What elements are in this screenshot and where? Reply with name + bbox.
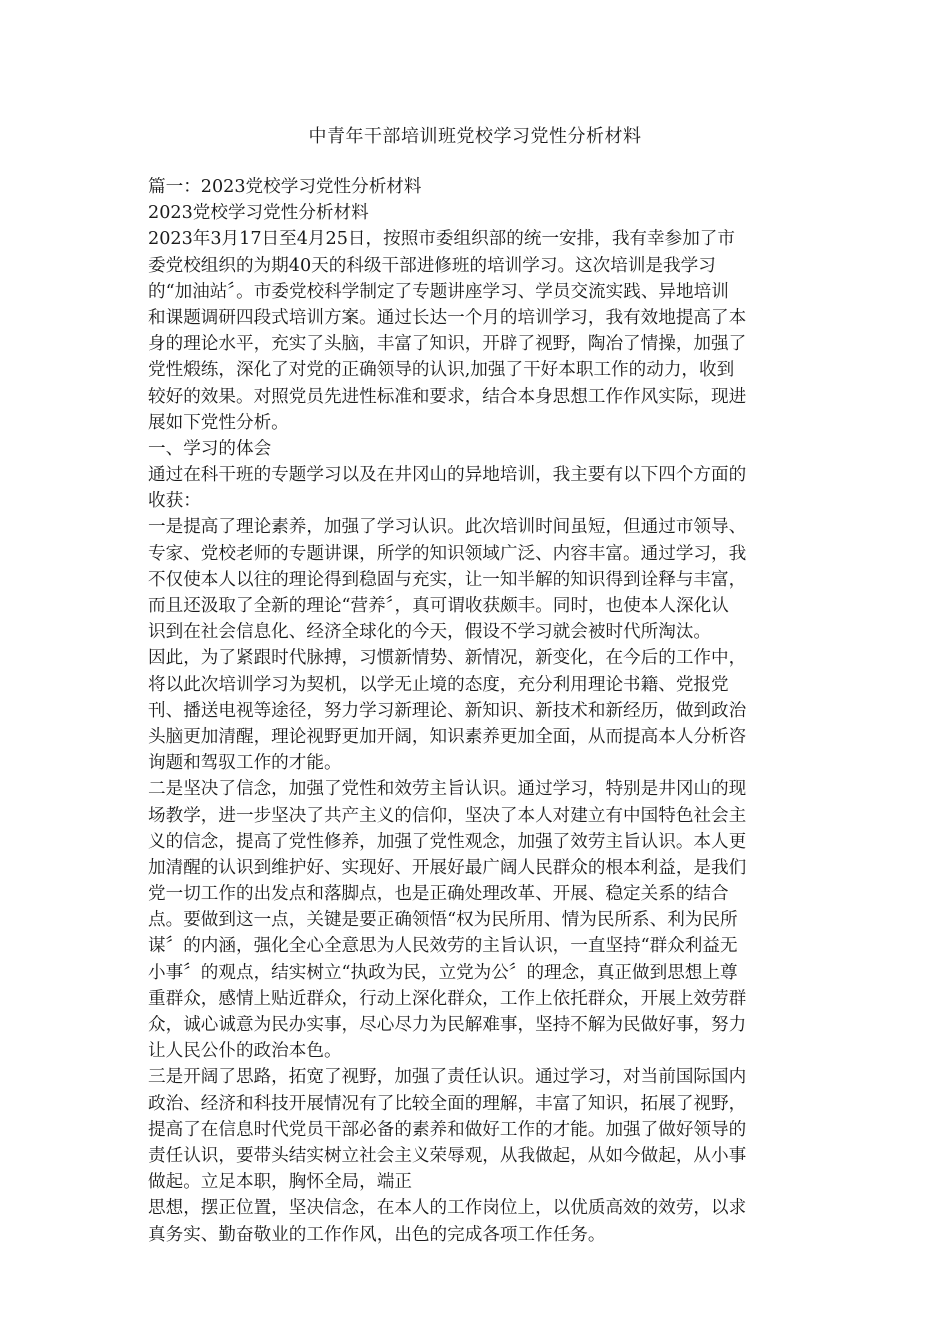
text-line: 场教学，进一步坚决了共产主义的信仰，坚决了本人对建立有中国特色社会主 (148, 805, 747, 826)
text-line: 刊、播送电视等途径，努力学习新理论、新知识、新技术和新经历，做到政治 (148, 700, 747, 721)
text-line: 做起。立足本职，胸怀全局，端正 (148, 1172, 412, 1193)
text-line: 政治、经济和科技开展情况有了比较全面的理解，丰富了知识，拓展了视野， (148, 1093, 747, 1114)
text-line: 众，诚心诚意为民办实事，尽心尽力为民解难事，坚持不解为民做好事，努力 (148, 1015, 747, 1035)
text-line: 思想，摆正位置，坚决信念，在本人的工作岗位上，以优质高效的效劳，以求 (148, 1198, 747, 1219)
text-line: 展如下党性分析。 (148, 412, 289, 433)
text-line: 2023年3月17日至4月25日，按照市委组织部的统一安排，我有幸参加了市 (148, 229, 735, 250)
text-line: 通过在科干班的专题学习以及在井冈山的异地培训，我主要有以下四个方面的 (148, 465, 747, 486)
text-line: 小事〞的观点，结实树立“执政为民，立党为公〞的理念，真正做到思想上尊 (148, 962, 738, 983)
document-body (148, 174, 803, 1248)
text-line: 身的理论水平，充实了头脑，丰富了知识，开辟了视野，陶冶了情操，加强了 (148, 334, 747, 355)
text-line: 谋〞的内涵，强化全心全意思为人民效劳的主旨认识，一直坚持“群众利益无 (148, 936, 738, 957)
text-line: 提高了在信息时代党员干部必备的素养和做好工作的才能。加强了做好领导的 (148, 1119, 747, 1140)
text-line: 点。要做到这一点，关键是要正确领悟“权为民所用、情为民所系、利为民所 (148, 910, 738, 931)
text-line: 而且还汲取了全新的理论“营养〞，真可谓收获颇丰。同时，也使本人深化认 (148, 596, 729, 616)
text-line: 委党校组织的为期40天的科级干部进修班的培训学习。这次培训是我学习 (148, 255, 716, 276)
text-line: 收获： (148, 491, 201, 512)
text-line: 重群众，感情上贴近群众，行动上深化群众，工作上依托群众，开展上效劳群 (148, 988, 747, 1009)
text-line: 二是坚决了信念，加强了党性和效劳主旨认识。通过学习，特别是井冈山的现 (148, 779, 747, 800)
text-line: 党一切工作的出发点和落脚点，也是正确处理改革、开展、稳定关系的结合 (148, 884, 729, 905)
text-line: 责任认识，要带头结实树立社会主义荣辱观，从我做起，从如今做起，从小事 (148, 1145, 747, 1166)
text-line: 让人民公仆的政治本色。 (148, 1041, 342, 1062)
text-line: 专家、党校老师的专题讲课，所学的知识领域广泛、内容丰富。通过学习，我 (148, 543, 747, 564)
text-line: 和课题调研四段式培训方案。通过长达一个月的培训学习，我有效地提高了本 (148, 307, 747, 328)
text-line: 义的信念，提高了党性修养，加强了党性观念，加强了效劳主旨认识。本人更 (148, 831, 747, 852)
text-line: 真务实、勤奋敬业的工作作风，出色的完成各项工作任务。 (148, 1224, 606, 1245)
text-line: 篇一：2023党校学习党性分析材料 (148, 177, 422, 197)
text-line: 一是提高了理论素养，加强了学习认识。此次培训时间虽短，但通过市领导、 (148, 517, 747, 538)
text-line: 加清醒的认识到维护好、实现好、开展好最广阔人民群众的根本利益，是我们 (148, 857, 747, 878)
text-line: 头脑更加清醒，理论视野更加开阔，知识素养更加全面，从而提高本人分析咨 (148, 726, 747, 747)
text-line: 将以此次培训学习为契机，以学无止境的态度，充分利用理论书籍、党报党 (148, 674, 729, 695)
text-line: 不仅使本人以往的理论得到稳固与充实，让一知半解的知识得到诠释与丰富， (148, 569, 747, 590)
text-line: 较好的效果。对照党员先进性标准和要求，结合本身思想工作作风实际，现进 (148, 386, 747, 407)
text-line: 三是开阔了思路，拓宽了视野，加强了责任认识。通过学习，对当前国际国内 (148, 1067, 747, 1088)
text-line: 识到在社会信息化、经济全球化的今天，假设不学习就会被时代所淘汰。 (148, 622, 712, 643)
text-line: 一、学习的体会 (148, 438, 272, 459)
text-line: 2023党校学习党性分析材料 (148, 203, 369, 224)
text-line: 党性煅练，深化了对党的正确领导的认识,加强了干好本职工作的动力，收到 (148, 360, 735, 381)
text-line: 的“加油站〞。市委党校科学制定了专题讲座学习、学员交流实践、异地培训 (148, 281, 729, 302)
document-title: 中青年干部培训班党校学习党性分析材料 (308, 126, 642, 147)
text-line: 询题和驾驭工作的才能。 (148, 753, 342, 774)
text-line: 因此，为了紧跟时代脉搏，习惯新情势、新情况，新变化，在今后的工作中， (148, 648, 747, 669)
